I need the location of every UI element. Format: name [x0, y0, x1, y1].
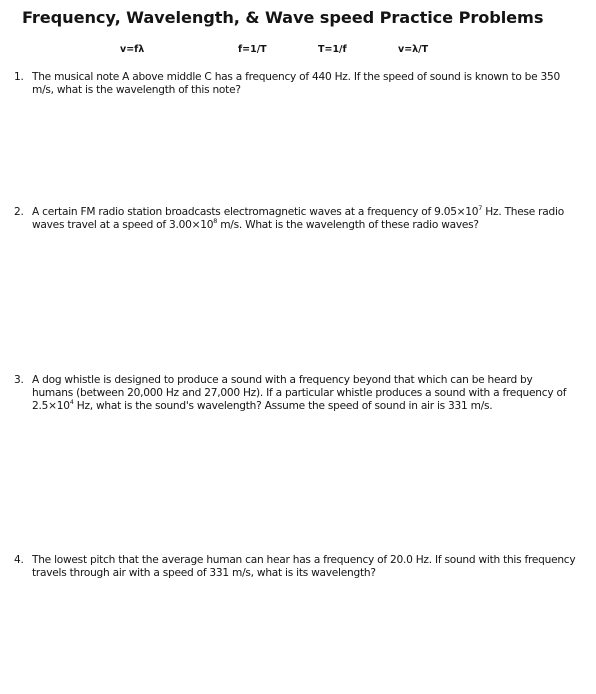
question-3	[14, 374, 576, 413]
question-number: 1.	[14, 71, 24, 83]
question-text: The lowest pitch that the average human can hear has a frequency of 20.0 Hz. If sound with this frequency travels through air with a speed of 331 m/s, what is its wavelength?	[32, 554, 576, 579]
question-text: A certain FM radio station broadcasts electromagnetic waves at a frequency of $9.05\times 10^7$ Hz. These radio waves travel at a speed of $3.00\times 10^8$ m/s. What is the wavelength of these radio waves?	[32, 204, 564, 231]
question-number: 3.	[14, 374, 24, 386]
question-4	[14, 554, 576, 580]
question-text: The musical note A above middle C has a frequency of 440 Hz. If the speed of sound is known to be 350 m/s, what is the wavelength of this note?	[32, 71, 561, 96]
question-number: 4.	[14, 554, 24, 566]
question-1	[14, 71, 576, 97]
question-number: 2.	[14, 206, 24, 218]
formula-frequency: f=1/T	[238, 44, 267, 55]
formula-wave-speed: v=fλ	[120, 44, 145, 55]
question-text: A dog whistle is designed to produce a sound with a frequency beyond that which can be heard by humans (between 20,000 Hz and 27,000 Hz). If a particular whistle produces a sound with a frequency of $2.5\times 10^4$ Hz, what is the sound's wavelength? Assume the speed of sound in air is 331 m/s.	[32, 374, 567, 412]
page-title: Frequency, Wavelength, & Wave speed Practice Problems	[22, 8, 544, 27]
question-2	[14, 206, 576, 232]
formula-period: T=1/f	[318, 44, 347, 55]
formula-wave-speed-period: v=λ/T	[398, 44, 429, 55]
